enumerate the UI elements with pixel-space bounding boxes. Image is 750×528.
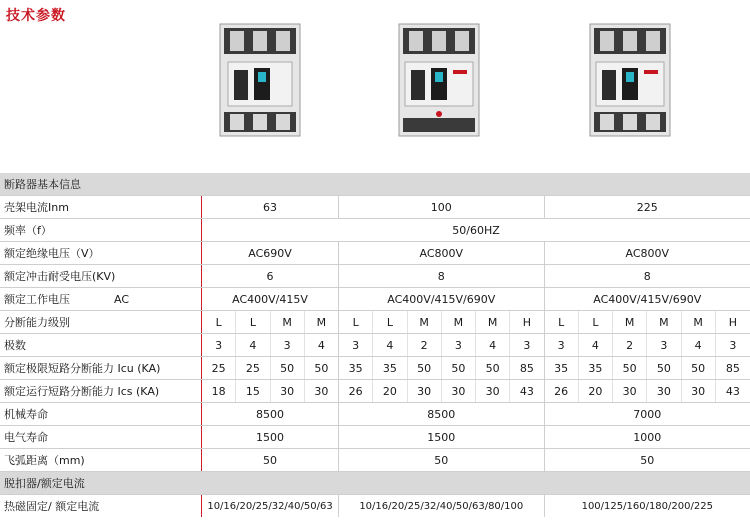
level-cell: M <box>441 311 475 334</box>
frame-value: 100 <box>339 196 545 219</box>
ics-cell: 30 <box>681 380 715 403</box>
breaker-63-icon <box>214 22 306 140</box>
level-cell: M <box>613 311 647 334</box>
icu-cell: 35 <box>373 357 407 380</box>
icu-label: 额定极限短路分断能力 Icu (KA) <box>0 357 202 380</box>
level-cell: M <box>270 311 304 334</box>
level-cell: L <box>339 311 373 334</box>
poles-cell: 3 <box>202 334 236 357</box>
ics-label: 额定运行短路分断能力 Ics (KA) <box>0 380 202 403</box>
level-cell: L <box>544 311 578 334</box>
elec-row <box>0 426 750 449</box>
section-basic-row <box>0 173 750 196</box>
ics-cell: 20 <box>578 380 612 403</box>
frame-row <box>0 196 750 219</box>
level-row <box>0 311 750 334</box>
freq-label: 频率（f） <box>0 219 202 242</box>
ics-cell: 30 <box>270 380 304 403</box>
work-value: AC400V/415V/690V <box>339 288 545 311</box>
insul-value: AC800V <box>339 242 545 265</box>
current-value: 10/16/20/25/32/40/50/63/80/100 <box>339 495 545 518</box>
level-cell: M <box>681 311 715 334</box>
ics-cell: 30 <box>476 380 510 403</box>
poles-cell: 4 <box>373 334 407 357</box>
work-value: AC400V/415V <box>202 288 339 311</box>
impulse-value: 8 <box>544 265 750 288</box>
mech-value: 7000 <box>544 403 750 426</box>
ics-cell: 30 <box>304 380 338 403</box>
icu-cell: 35 <box>578 357 612 380</box>
elec-value: 1500 <box>202 426 339 449</box>
icu-cell: 50 <box>441 357 475 380</box>
poles-row <box>0 334 750 357</box>
elec-label: 电气寿命 <box>0 426 202 449</box>
breaker-225-icon <box>584 22 676 140</box>
insul-value: AC690V <box>202 242 339 265</box>
icu-cell: 50 <box>407 357 441 380</box>
work-value: AC400V/415V/690V <box>544 288 750 311</box>
level-label: 分断能力级别 <box>0 311 202 334</box>
poles-cell: 3 <box>647 334 681 357</box>
elec-value: 1500 <box>339 426 545 449</box>
poles-cell: 3 <box>510 334 544 357</box>
icu-cell: 85 <box>510 357 544 380</box>
mech-value: 8500 <box>339 403 545 426</box>
poles-cell: 4 <box>681 334 715 357</box>
icu-cell: 50 <box>270 357 304 380</box>
breaker-100-icon <box>393 22 485 140</box>
poles-cell: 3 <box>715 334 750 357</box>
icu-cell: 25 <box>236 357 270 380</box>
freq-value: 50/60HZ <box>202 219 750 242</box>
frame-label: 壳架电流Inm <box>0 196 202 219</box>
icu-cell: 50 <box>681 357 715 380</box>
ics-cell: 30 <box>613 380 647 403</box>
level-cell: M <box>476 311 510 334</box>
poles-cell: 4 <box>476 334 510 357</box>
spec-table <box>0 173 750 517</box>
insul-value: AC800V <box>544 242 750 265</box>
icu-cell: 50 <box>647 357 681 380</box>
impulse-value: 6 <box>202 265 339 288</box>
icu-cell: 85 <box>715 357 750 380</box>
freq-row <box>0 219 750 242</box>
poles-cell: 2 <box>407 334 441 357</box>
mech-label: 机械寿命 <box>0 403 202 426</box>
poles-cell: 4 <box>236 334 270 357</box>
icu-cell: 50 <box>304 357 338 380</box>
ics-cell: 43 <box>510 380 544 403</box>
icu-cell: 25 <box>202 357 236 380</box>
ics-cell: 30 <box>647 380 681 403</box>
frame-value: 225 <box>544 196 750 219</box>
poles-cell: 4 <box>304 334 338 357</box>
arc-value: 50 <box>339 449 545 472</box>
ics-cell: 26 <box>544 380 578 403</box>
level-cell: L <box>236 311 270 334</box>
page-title: 技术参数 <box>6 8 66 24</box>
impulse-row <box>0 265 750 288</box>
icu-cell: 50 <box>476 357 510 380</box>
frame-value: 63 <box>202 196 339 219</box>
section-trip-label: 脱扣器/额定电流 <box>0 472 750 495</box>
ics-cell: 18 <box>202 380 236 403</box>
level-cell: L <box>202 311 236 334</box>
elec-value: 1000 <box>544 426 750 449</box>
ics-cell: 30 <box>407 380 441 403</box>
poles-cell: 3 <box>339 334 373 357</box>
work-label-text: 额定工作电压 <box>4 293 70 306</box>
current-row <box>0 495 750 518</box>
ics-cell: 43 <box>715 380 750 403</box>
impulse-label: 额定冲击耐受电压(KV) <box>0 265 202 288</box>
arc-value: 50 <box>544 449 750 472</box>
current-value: 10/16/20/25/32/40/50/63 <box>207 500 333 512</box>
work-label <box>0 288 202 311</box>
impulse-value: 8 <box>339 265 545 288</box>
arc-value: 50 <box>202 449 339 472</box>
ics-cell: 15 <box>236 380 270 403</box>
level-cell: L <box>373 311 407 334</box>
level-cell: H <box>510 311 544 334</box>
icu-cell: 50 <box>613 357 647 380</box>
arc-label: 飞弧距离（mm) <box>0 449 202 472</box>
section-basic-label: 断路器基本信息 <box>0 173 750 196</box>
poles-cell: 3 <box>441 334 475 357</box>
section-trip-row <box>0 472 750 495</box>
insul-label: 额定绝缘电压（V） <box>0 242 202 265</box>
level-cell: M <box>407 311 441 334</box>
arc-row <box>0 449 750 472</box>
mech-value: 8500 <box>202 403 339 426</box>
poles-cell: 3 <box>544 334 578 357</box>
icu-cell: 35 <box>339 357 373 380</box>
level-cell: M <box>647 311 681 334</box>
poles-cell: 4 <box>578 334 612 357</box>
insul-row <box>0 242 750 265</box>
ics-cell: 30 <box>441 380 475 403</box>
level-cell: H <box>715 311 750 334</box>
level-cell: M <box>304 311 338 334</box>
work-row <box>0 288 750 311</box>
current-value: 100/125/160/180/200/225 <box>544 495 750 518</box>
current-label: 热磁固定/ 额定电流 <box>0 495 202 518</box>
ics-cell: 20 <box>373 380 407 403</box>
level-cell: L <box>578 311 612 334</box>
ics-cell: 26 <box>339 380 373 403</box>
poles-cell: 2 <box>613 334 647 357</box>
work-label-ac: AC <box>114 293 130 306</box>
poles-cell: 3 <box>270 334 304 357</box>
ics-row <box>0 380 750 403</box>
mech-row <box>0 403 750 426</box>
icu-row <box>0 357 750 380</box>
icu-cell: 35 <box>544 357 578 380</box>
poles-label: 极数 <box>0 334 202 357</box>
